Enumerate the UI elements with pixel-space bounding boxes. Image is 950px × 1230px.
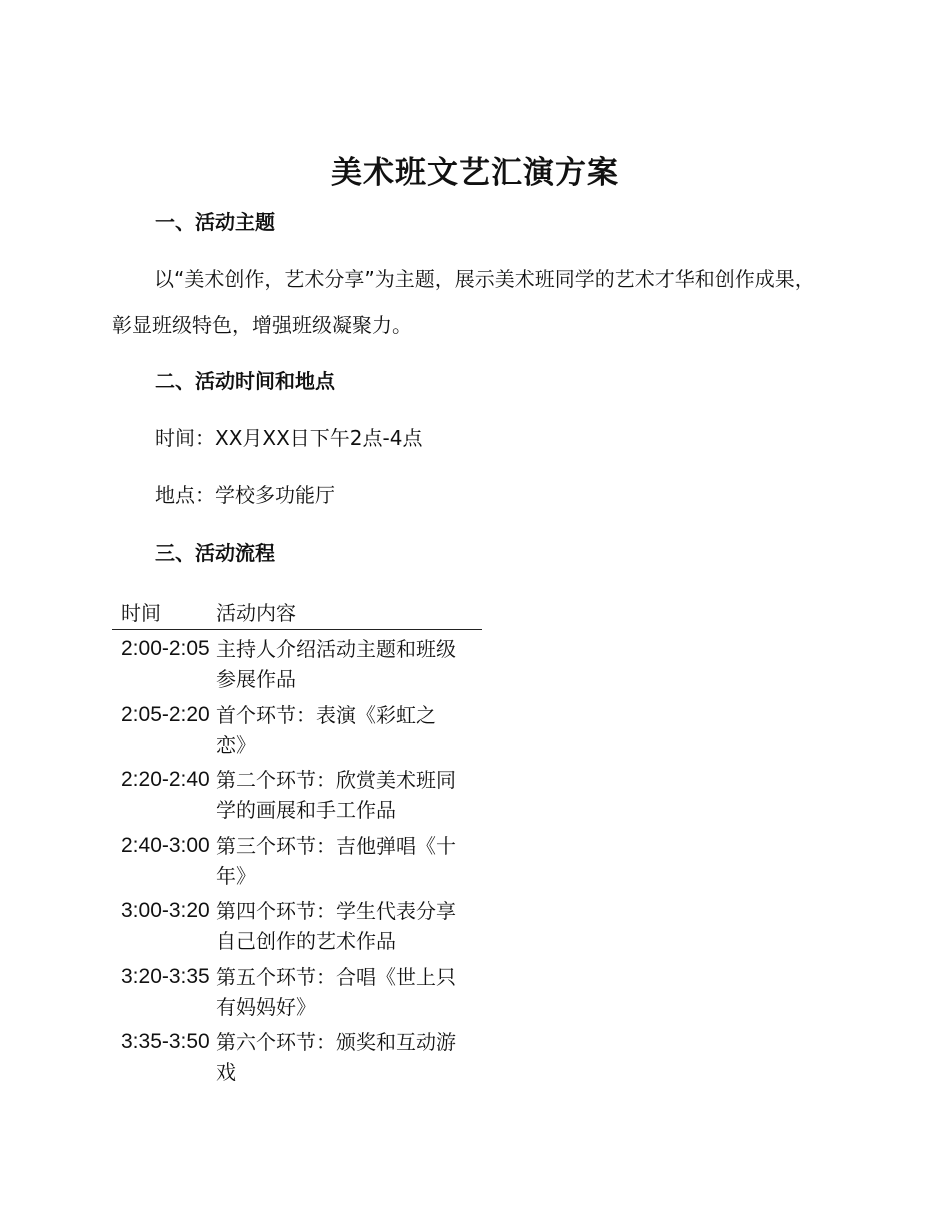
row-time: 2:40-3:00 — [121, 833, 210, 857]
row-content: 第五个环节：合唱《世上只有妈妈好》 — [216, 964, 456, 1019]
row-content: 第二个环节：欣赏美术班同学的画展和手工作品 — [216, 768, 456, 822]
section-heading-theme: 一、活动主题 — [155, 210, 275, 234]
row-content: 首个环节：表演《彩虹之恋》 — [216, 702, 436, 757]
row-time: 3:00-3:20 — [121, 899, 210, 922]
table-header-row — [112, 597, 482, 630]
row-content: 第三个环节：吉他弹唱《十年》 — [216, 833, 456, 888]
table-row — [112, 630, 482, 696]
document-title: 美术班文艺汇演方案 — [331, 155, 619, 191]
table-row — [112, 958, 482, 1024]
theme-paragraph: 以“美术创作，艺术分享”为主题，展示美术班同学的艺术才华和创作成果，彰显班级特色，增强班级凝聚力。 — [112, 267, 815, 337]
table-header-time: 时间 — [121, 601, 161, 625]
row-time: 2:20-2:40 — [121, 768, 210, 791]
section-heading-flow: 三、活动流程 — [155, 541, 275, 565]
table-row — [112, 696, 482, 762]
schedule-table — [112, 597, 482, 1089]
row-time: 2:05-2:20 — [121, 702, 210, 726]
row-time: 3:20-3:35 — [121, 964, 210, 988]
row-content: 主持人介绍活动主题和班级参展作品 — [216, 637, 456, 691]
table-row — [112, 761, 482, 827]
row-content: 第六个环节：颁奖和互动游戏 — [216, 1030, 456, 1084]
row-time: 3:35-3:50 — [121, 1030, 210, 1053]
table-row — [112, 1023, 482, 1089]
row-time: 2:00-2:05 — [121, 637, 210, 660]
section-heading-time-place: 二、活动时间和地点 — [155, 369, 335, 393]
row-content: 第四个环节：学生代表分享自己创作的艺术作品 — [216, 899, 456, 953]
table-row — [112, 827, 482, 893]
table-row — [112, 892, 482, 958]
time-line: 时间：XX月XX日下午2点-4点 — [155, 426, 423, 450]
place-line: 地点：学校多功能厅 — [155, 483, 335, 507]
table-header-content: 活动内容 — [216, 601, 296, 625]
